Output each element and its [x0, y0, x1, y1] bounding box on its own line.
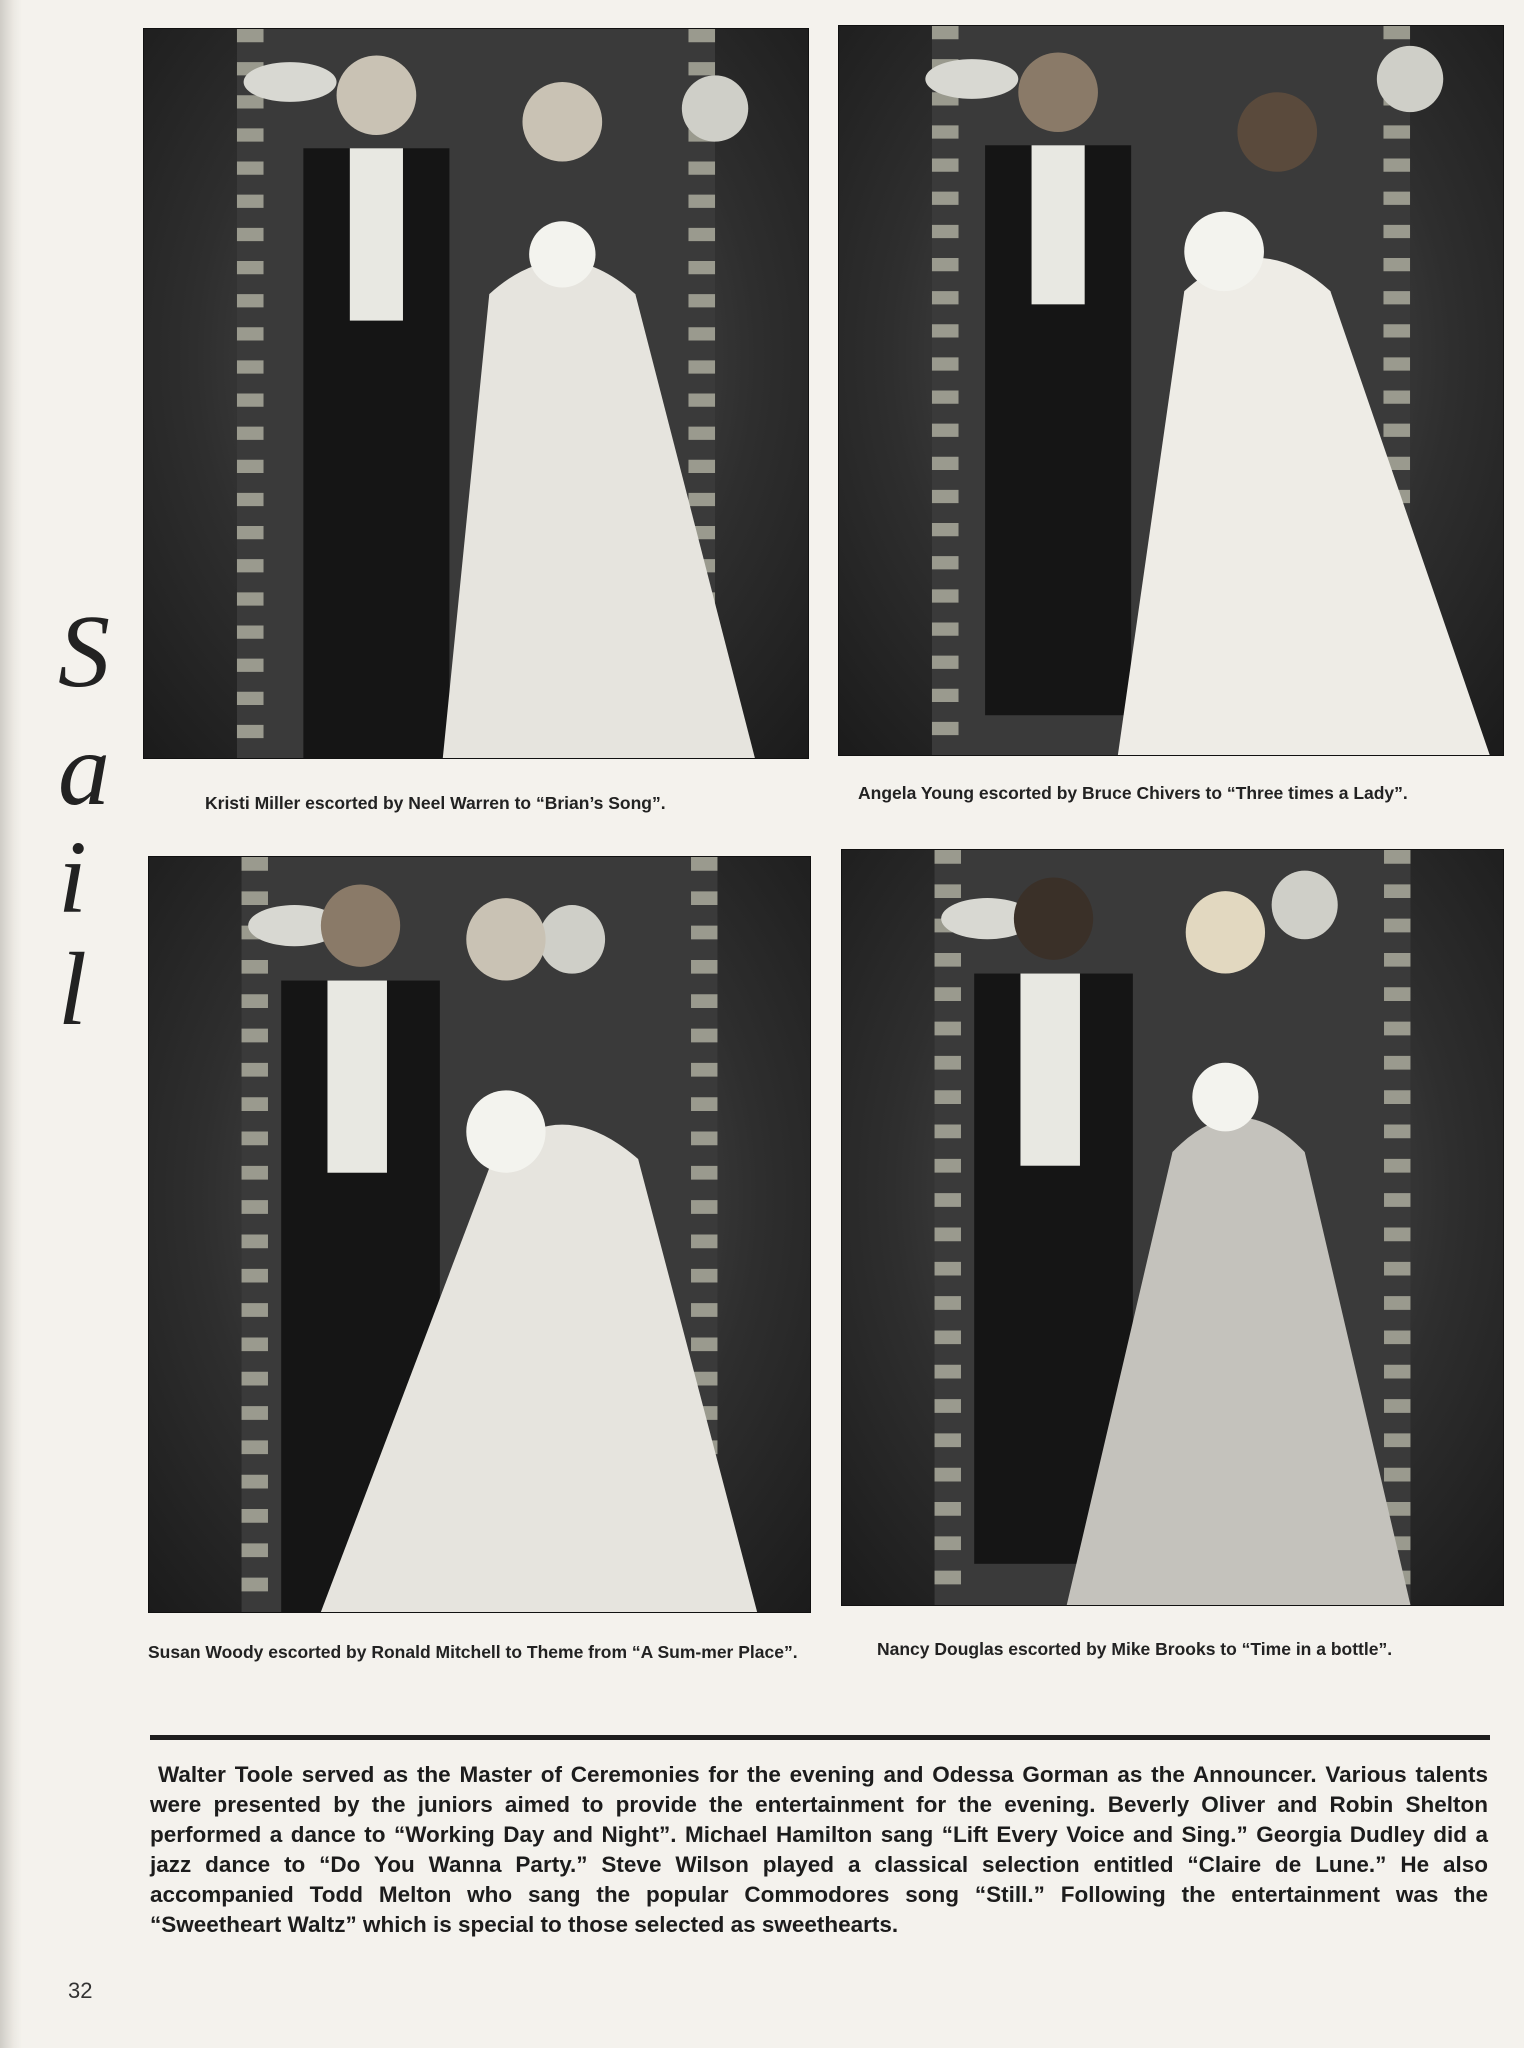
- page-spine-shadow: [0, 0, 22, 2048]
- article-paragraph: Walter Toole served as the Master of Ceremonies for the evening and Odessa Gorman as the Announcer. Various talents were presented by the juniors aimed to provide the entertainment for the evening. Beverly Oliver and Robin Shelton performed a dance to “Working Day and Night”. Michael Hamilton sang “Lift Every Voice and Sing.” Georgia Dudley did a jazz dance to “Do You Wanna Party.” Steve Wilson played a classical selection entitled “Claire de Lune.” He also accompanied Todd Melton who sang the popular Commodores song “Still.” Following the entertainment was the “Sweetheart Waltz” which is special to those selected as sweethearts.: [150, 1762, 1488, 1937]
- side-title-letter-l: l: [58, 932, 87, 1047]
- section-divider-rule: [150, 1735, 1490, 1740]
- page-number: 32: [68, 1978, 93, 2003]
- side-title-letter-s: S: [58, 594, 110, 709]
- caption-photo-4: Nancy Douglas escorted by Mike Brooks to “Time in a bottle”.: [877, 1639, 1393, 1659]
- side-title-letter-i: i: [58, 820, 87, 935]
- caption-photo-2: Angela Young escorted by Bruce Chivers to “Three times a Lady”.: [858, 783, 1408, 803]
- caption-photo-1: Kristi Miller escorted by Neel Warren to “Brian’s Song”.: [205, 793, 666, 813]
- photo-couple-3: [148, 856, 811, 1613]
- side-title-letter-a: a: [58, 712, 110, 827]
- photo-couple-1: [143, 28, 809, 759]
- caption-photo-3: Susan Woody escorted by Ronald Mitchell to Theme from “A Sum-mer Place”.: [148, 1642, 798, 1662]
- photo-couple-4: [841, 849, 1504, 1606]
- photo-couple-2: [838, 25, 1504, 756]
